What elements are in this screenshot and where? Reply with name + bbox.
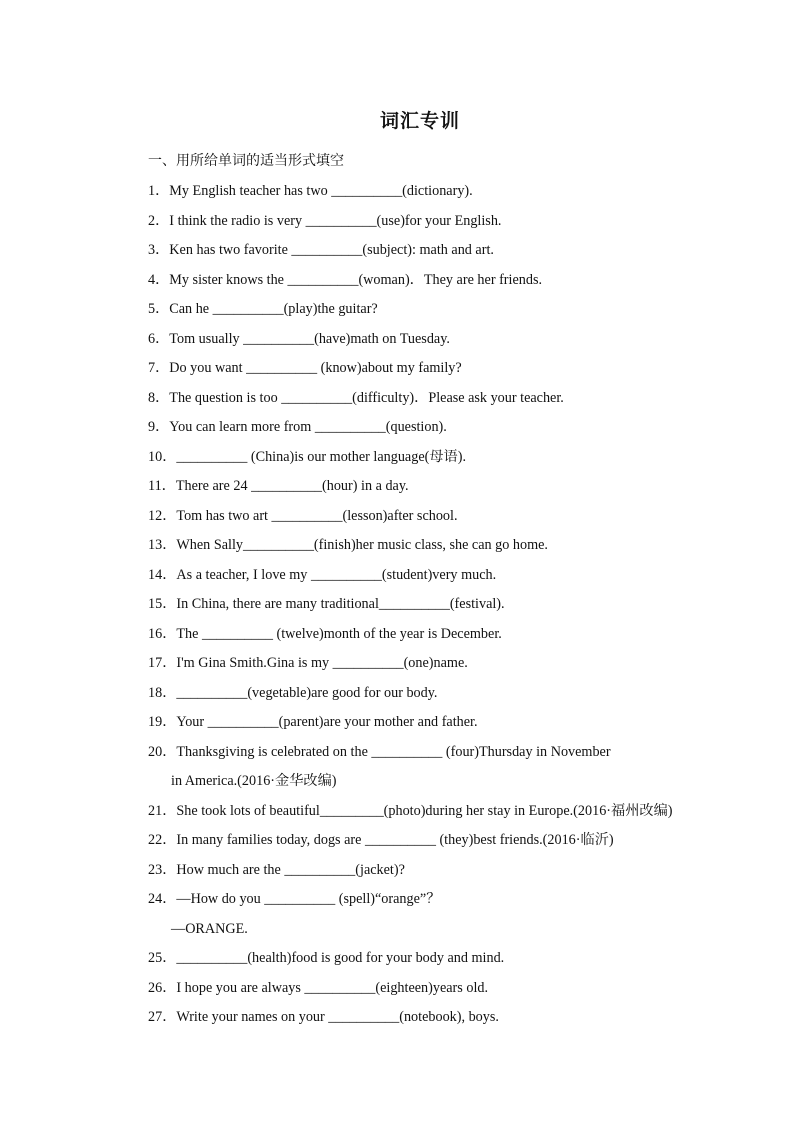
- page-title: 词汇专训: [379, 110, 460, 132]
- question-text: Can he __________(play)the guitar?: [169, 301, 378, 317]
- question-text: My sister knows the __________(woman)．They are her friends.: [169, 271, 543, 288]
- question-item: [148, 325, 760, 355]
- question-text: My English teacher has two __________(dictionary).: [169, 183, 473, 199]
- section-heading: 一、用所给单词的适当形式填空: [148, 153, 344, 169]
- question-number: 26．: [148, 979, 177, 996]
- question-number: 18．: [148, 684, 177, 701]
- question-text: How much are the __________(jacket)?: [176, 861, 405, 878]
- question-number: 14．: [148, 566, 177, 583]
- question-item: [148, 177, 760, 207]
- question-text: Thanksgiving is celebrated on the __________ (four)Thursday in November: [176, 743, 611, 760]
- question-item: [148, 944, 760, 974]
- question-item: [148, 207, 760, 237]
- question-text: Write your names on your __________(notebook), boys.: [176, 1009, 499, 1025]
- question-text: As a teacher, I love my __________(student)very much.: [176, 566, 497, 583]
- question-text: She took lots of beautiful_________(photo)during her stay in Europe.(2016·福州改编): [176, 802, 673, 819]
- question-continuation: —ORANGE.: [171, 920, 248, 937]
- question-number: 12．: [148, 507, 177, 524]
- question-item: [148, 797, 760, 827]
- question-number: 15．: [148, 596, 177, 612]
- question-item: [148, 708, 760, 738]
- question-number: 7．: [148, 360, 170, 376]
- question-number: 20．: [148, 743, 177, 760]
- question-text: The __________ (twelve)month of the year is December.: [176, 625, 502, 642]
- question-number: 22．: [148, 832, 177, 848]
- question-item: [148, 384, 760, 414]
- question-number: 27．: [148, 1009, 177, 1025]
- question-item: [148, 295, 760, 325]
- question-text: —How do you __________ (spell)“orange”？: [176, 891, 441, 907]
- question-number: 19．: [148, 714, 177, 730]
- question-item: [148, 531, 760, 561]
- question-number: 9．: [148, 419, 170, 435]
- question-text: There are 24 __________(hour) in a day.: [175, 478, 409, 494]
- question-item: [148, 236, 760, 266]
- question-item: [148, 443, 760, 473]
- question-item: [148, 1003, 760, 1033]
- question-text: Your __________(parent)are your mother and father.: [176, 714, 478, 730]
- question-item: [148, 885, 760, 915]
- question-number: 11．: [148, 478, 176, 494]
- question-number: 4．: [148, 271, 170, 288]
- question-text: I hope you are always __________(eighteen)years old.: [176, 979, 489, 996]
- question-item: [148, 413, 760, 443]
- question-item: [148, 620, 760, 650]
- question-number: 1．: [148, 183, 170, 199]
- question-text: Tom has two art __________(lesson)after school.: [176, 507, 458, 524]
- question-item: [148, 856, 760, 886]
- question-text: I think the radio is very __________(use)for your English.: [169, 212, 502, 229]
- question-number: 2．: [148, 212, 170, 229]
- question-number: 3．: [148, 242, 170, 258]
- question-item: [148, 472, 760, 502]
- question-item: [148, 738, 760, 768]
- question-text: The question is too __________(difficulty)．Please ask your teacher.: [169, 389, 564, 406]
- question-item: [148, 561, 760, 591]
- question-item: [148, 590, 760, 620]
- question-number: 21．: [148, 802, 177, 819]
- question-text: In many families today, dogs are __________ (they)best friends.(2016·临沂): [176, 832, 614, 848]
- question-item: [148, 502, 760, 532]
- question-number: 16．: [148, 625, 177, 642]
- question-text: I'm Gina Smith.Gina is my __________(one)name.: [176, 655, 468, 671]
- question-text: Tom usually __________(have)math on Tuesday.: [169, 330, 450, 347]
- question-number: 8．: [148, 389, 170, 406]
- question-number: 23．: [148, 861, 177, 878]
- question-list: [148, 177, 760, 1033]
- question-number: 24．: [148, 891, 177, 907]
- question-item: [148, 679, 760, 709]
- question-number: 25．: [148, 950, 177, 966]
- question-number: 13．: [148, 537, 177, 553]
- question-text: Do you want __________ (know)about my family?: [169, 360, 462, 376]
- question-number: 17．: [148, 655, 177, 671]
- question-item: [148, 974, 760, 1004]
- question-item: [148, 266, 760, 296]
- question-text: When Sally__________(finish)her music class, she can go home.: [176, 537, 548, 553]
- question-text: Ken has two favorite __________(subject): math and art.: [169, 242, 494, 258]
- question-continuation: in America.(2016·金华改编): [171, 773, 337, 789]
- question-text: __________(vegetable)are good for our body.: [176, 684, 438, 701]
- question-item: [148, 826, 760, 856]
- question-text: In China, there are many traditional__________(festival).: [176, 596, 505, 612]
- question-number: 10．: [148, 448, 177, 465]
- question-item: [148, 649, 760, 679]
- question-number: 5．: [148, 301, 170, 317]
- question-number: 6．: [148, 330, 170, 347]
- question-text: You can learn more from __________(question).: [169, 419, 447, 435]
- question-item: [148, 354, 760, 384]
- question-text: __________(health)food is good for your body and mind.: [176, 950, 505, 966]
- question-text: __________ (China)is our mother language(母语).: [176, 448, 466, 465]
